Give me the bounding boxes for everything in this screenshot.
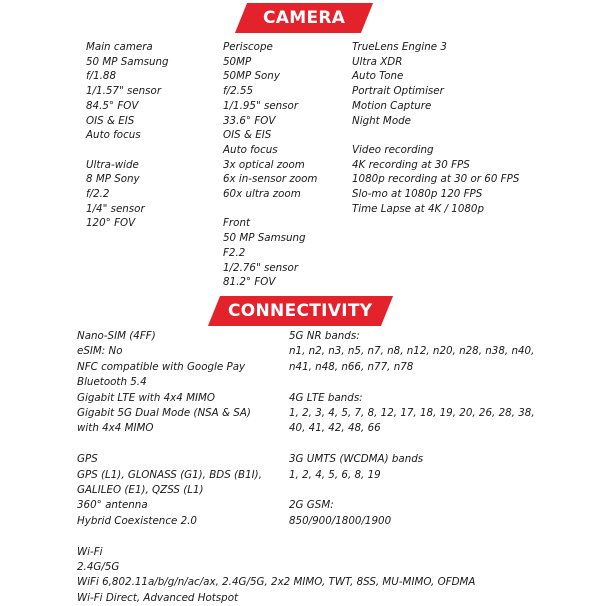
spec-line: 1/4" sensor bbox=[86, 202, 145, 215]
spec-line: Nano-SIM (4FF) bbox=[77, 330, 156, 342]
spec-line: GPS (L1), GLONASS (G1), BDS (B1I), bbox=[77, 468, 262, 481]
spec-line: Gigabit 5G Dual Mode (NSA & SA) bbox=[77, 407, 251, 420]
camera-column-periscope-front bbox=[223, 40, 317, 290]
spec-line: 6x in-sensor zoom bbox=[223, 173, 318, 186]
spec-line: OIS & EIS bbox=[86, 114, 135, 127]
nr-heading: 5G NR bands: bbox=[289, 330, 360, 342]
spec-line: Time Lapse at 4K / 1080p bbox=[352, 202, 485, 215]
spec-line: Motion Capture bbox=[352, 99, 432, 112]
wifi-block bbox=[77, 545, 475, 606]
connectivity-section-title: CONNECTIVITY bbox=[228, 301, 373, 321]
spec-line: 120° FOV bbox=[86, 217, 136, 230]
ultrawide-camera-block bbox=[86, 158, 169, 232]
spec-line: Gigabit LTE with 4x4 MIMO bbox=[77, 391, 215, 404]
periscope-heading: Periscope bbox=[223, 41, 273, 53]
truelens-heading: TrueLens Engine 3 bbox=[352, 41, 447, 53]
spec-line: 50MP bbox=[223, 55, 252, 68]
spec-line: Hybrid Coexistence 2.0 bbox=[77, 514, 197, 527]
spec-line: Night Mode bbox=[352, 114, 411, 127]
spec-line: 4K recording at 30 FPS bbox=[352, 158, 470, 171]
spec-line: Ultra XDR bbox=[352, 55, 403, 68]
lte-heading: 4G LTE bands: bbox=[289, 391, 363, 404]
front-camera-block bbox=[223, 216, 317, 290]
spec-line: 50 MP Samsung bbox=[223, 232, 306, 245]
spec-line: 3x optical zoom bbox=[223, 158, 305, 171]
camera-column-software-video bbox=[352, 40, 519, 216]
spec-line: OIS & EIS bbox=[223, 129, 272, 142]
spec-line: 1/1.57" sensor bbox=[86, 85, 162, 98]
spec-line: Auto focus bbox=[86, 129, 141, 142]
spec-line: f/2.55 bbox=[223, 85, 254, 98]
spec-line: Auto Tone bbox=[352, 70, 404, 83]
spec-line: with 4x4 MIMO bbox=[77, 422, 154, 435]
spec-line: 33.6° FOV bbox=[223, 114, 276, 127]
spec-line: Auto focus bbox=[223, 143, 278, 156]
gsm-heading: 2G GSM: bbox=[289, 499, 334, 512]
spec-line: F2.2 bbox=[223, 246, 246, 259]
spec-line: f/1.88 bbox=[86, 70, 117, 83]
camera-section-banner bbox=[235, 3, 373, 33]
connectivity-column-right bbox=[289, 329, 535, 529]
spec-line: 850/900/1800/1900 bbox=[289, 514, 392, 527]
spec-line: 84.5° FOV bbox=[86, 99, 139, 112]
spec-line: NFC compatible with Google Pay bbox=[77, 360, 246, 373]
spec-line: f/2.2 bbox=[86, 188, 110, 201]
spec-line: n1, n2, n3, n5, n7, n8, n12, n20, n28, n38, n40, bbox=[289, 345, 535, 358]
camera-column-main-ultrawide bbox=[86, 40, 169, 231]
spec-line: Slo-mo at 1080p 120 FPS bbox=[352, 188, 483, 201]
video-recording-block bbox=[352, 143, 519, 217]
spec-line: 60x ultra zoom bbox=[223, 188, 301, 201]
4g-lte-bands-block bbox=[289, 391, 535, 437]
spec-line: Bluetooth 5.4 bbox=[77, 376, 147, 389]
video-heading: Video recording bbox=[352, 143, 434, 156]
umts-heading: 3G UMTS (WCDMA) bands bbox=[289, 453, 424, 466]
spec-line: 1/1.95" sensor bbox=[223, 99, 299, 112]
connectivity-section-banner bbox=[208, 296, 393, 326]
spec-line: Portrait Optimiser bbox=[352, 85, 444, 98]
5g-nr-bands-block bbox=[289, 329, 535, 375]
spec-line: 40, 41, 42, 48, 66 bbox=[289, 422, 381, 435]
spec-line: 81.2° FOV bbox=[223, 276, 276, 289]
spec-line: GALILEO (E1), QZSS (L1) bbox=[77, 484, 204, 497]
camera-section-title: CAMERA bbox=[262, 8, 346, 28]
ultrawide-heading: Ultra-wide bbox=[86, 158, 139, 171]
spec-line: Wi-Fi Direct, Advanced Hotspot bbox=[77, 591, 239, 604]
2g-gsm-block bbox=[289, 498, 535, 529]
spec-line: 1, 2, 4, 5, 6, 8, 19 bbox=[289, 468, 381, 481]
spec-line: 1/2.76" sensor bbox=[223, 261, 299, 274]
spec-line: eSIM: No bbox=[77, 345, 123, 358]
front-heading: Front bbox=[223, 217, 251, 230]
spec-line: 1, 2, 3, 4, 5, 7, 8, 12, 17, 18, 19, 20, 26, 28, 38, bbox=[289, 407, 535, 420]
spec-line: n41, n48, n66, n77, n78 bbox=[289, 360, 414, 373]
wifi-heading: Wi-Fi bbox=[77, 545, 103, 558]
periscope-camera-block bbox=[223, 40, 317, 202]
spec-line: 50 MP Samsung bbox=[86, 55, 169, 68]
gps-heading: GPS bbox=[77, 453, 98, 466]
spec-line: 360° antenna bbox=[77, 499, 148, 512]
3g-umts-bands-block bbox=[289, 452, 535, 483]
spec-line: WiFi 6,802.11a/b/g/n/ac/ax, 2.4G/5G, 2x2 MIMO, TWT, 8SS, MU-MIMO, OFDMA bbox=[77, 576, 476, 589]
truelens-block bbox=[352, 40, 519, 128]
spec-line: 2.4G/5G bbox=[77, 561, 120, 574]
spec-line: 1080p recording at 30 or 60 FPS bbox=[352, 173, 520, 186]
spec-line: 50MP Sony bbox=[223, 70, 280, 83]
main-camera-block bbox=[86, 40, 169, 143]
main-camera-heading: Main camera bbox=[86, 41, 153, 53]
spec-line: 8 MP Sony bbox=[86, 173, 140, 186]
